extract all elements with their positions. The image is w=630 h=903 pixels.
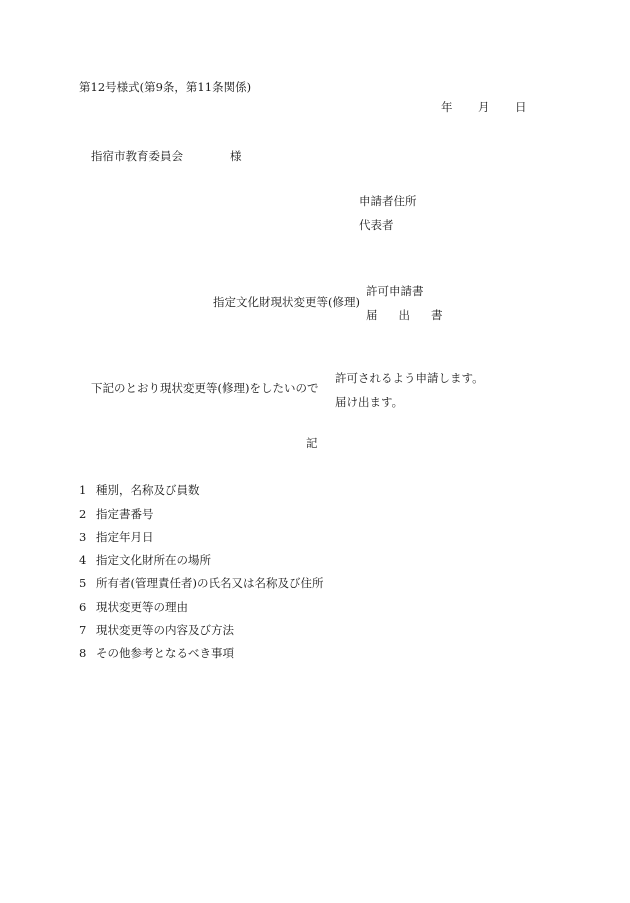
title-notice-char: 書: [431, 308, 443, 322]
applicant-address-label: 申請者住所: [359, 194, 417, 208]
list-item: [79, 485, 200, 497]
title-notice-char: 出: [398, 308, 410, 322]
date-day-label: 日: [515, 100, 527, 114]
list-item-number: 8: [79, 646, 87, 660]
list-item-number: 5: [79, 576, 87, 590]
list-item: [79, 625, 234, 637]
list-item: [79, 509, 154, 521]
list-item-text: 指定年月日: [96, 530, 154, 544]
date-year-label: 年: [441, 100, 453, 114]
list-item: [79, 602, 188, 614]
list-item-number: 6: [79, 600, 87, 614]
form-number: 第12号様式(第9条，第11条関係): [79, 80, 252, 94]
document-title: 指定文化財現状変更等(修理): [213, 295, 360, 309]
list-item-number: 3: [79, 530, 87, 544]
list-item: [79, 555, 211, 567]
applicant-representative-label: 代表者: [359, 218, 394, 232]
list-item-number: 2: [79, 507, 87, 521]
title-option-notice: [366, 310, 443, 322]
list-item-number: 1: [79, 483, 87, 497]
body-option-notice: 届け出ます。: [335, 395, 404, 409]
list-item: [79, 578, 323, 590]
title-option-permit: 許可申請書: [366, 284, 424, 298]
body-text: 下記のとおり現状変更等(修理)をしたいので: [91, 381, 319, 395]
list-item: [79, 648, 234, 660]
list-item-text: その他参考となるべき事項: [96, 646, 234, 660]
list-item: [79, 532, 154, 544]
list-item-text: 種別，名称及び員数: [96, 483, 200, 497]
title-notice-char: 届: [366, 308, 378, 322]
list-item-text: 指定書番号: [96, 507, 154, 521]
list-item-text: 所有者(管理責任者)の氏名又は名称及び住所: [96, 576, 324, 590]
addressee: [91, 151, 242, 163]
date-row: [441, 102, 527, 114]
date-month-label: 月: [478, 100, 490, 114]
list-item-number: 4: [79, 553, 87, 567]
body-option-permit: 許可されるよう申請します。: [335, 371, 484, 385]
list-item-number: 7: [79, 623, 87, 637]
ki-heading: 記: [306, 436, 318, 450]
addressee-organization: 指宿市教育委員会: [91, 149, 183, 163]
list-item-text: 現状変更等の理由: [96, 600, 188, 614]
list-item-text: 現状変更等の内容及び方法: [96, 623, 234, 637]
list-item-text: 指定文化財所在の場所: [96, 553, 211, 567]
addressee-honorific: 様: [230, 149, 242, 163]
